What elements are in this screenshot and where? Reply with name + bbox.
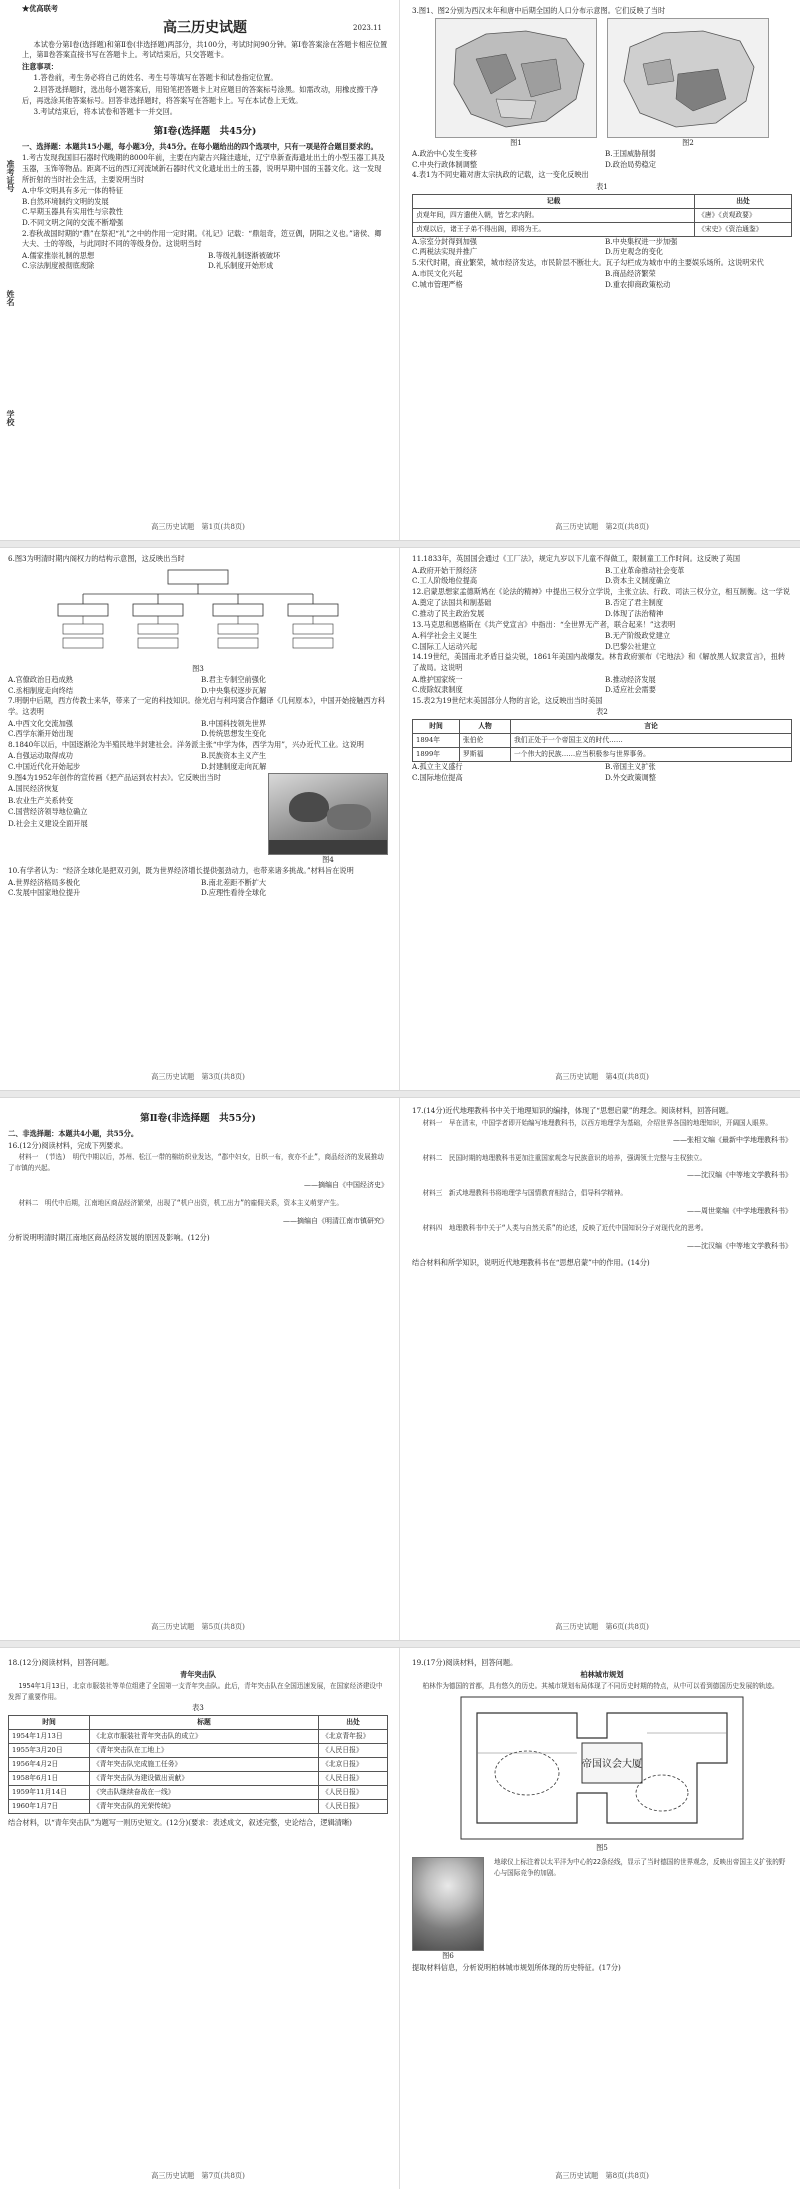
q15-stem: 15.表2为19世纪末美国部分人物的言论，这反映出当时美国 <box>412 695 603 705</box>
q6-option-a: A.官僚政治日趋成熟 <box>8 675 73 685</box>
q18-task: 结合材料，以“青年突击队”为题写一则历史短文。(12分)(要求：表述成文，叙述完整，史论结合，逻辑清晰) <box>8 1817 352 1827</box>
table1-title: 表1 <box>596 181 608 191</box>
footer-page-6: 高三历史试题 第6页(共8页) <box>555 1622 649 1631</box>
table3-cell: 《北京市服装社青年突击队的成立》 <box>90 1729 319 1743</box>
table1-cell: 贞观以后，诸王子弟不得出阁，即将为王。 <box>413 222 695 236</box>
part1-title: 第Ⅰ卷(选择题 共45分) <box>153 125 257 137</box>
fig2-caption: 图2 <box>682 137 694 147</box>
q4-option-c: C.两税法实现并推广 <box>412 247 478 257</box>
table3-cell: 《人民日报》 <box>319 1785 388 1799</box>
q3-option-b: B.王国威胁削弱 <box>605 149 656 159</box>
q5-option-a: A.市民文化兴起 <box>412 269 463 279</box>
table2-cell: 罗斯福 <box>460 747 511 761</box>
q1-option-a: A.中华文明具有多元一体的特征 <box>22 186 123 196</box>
fig3-diagram <box>8 566 388 664</box>
q5-options <box>412 269 792 290</box>
exam-badge: ★优高联考 <box>22 4 58 13</box>
q10-option-b: B.南北差距不断扩大 <box>201 877 267 887</box>
q6-option-d: D.中央集权逐步瓦解 <box>201 685 267 695</box>
q13-option-a: A.科学社会主义诞生 <box>412 631 477 641</box>
sheet-1 <box>0 0 800 540</box>
fig6-description: 地球仪上标注着以太平洋为中心的22条经线，显示了当时德国的世界观念，反映出帝国主义扩张的野心与国际竞争的加剧。 <box>494 1858 786 1877</box>
sheet-2 <box>0 548 800 1090</box>
table2-cell: 1899年 <box>413 747 460 761</box>
q13-option-d: D.巴黎公社建立 <box>605 641 656 651</box>
table2-header: 言论 <box>511 719 792 733</box>
gutter <box>399 548 400 1090</box>
q14-option-b: B.推动经济发展 <box>605 674 656 684</box>
q17-material-2: 材料二 民国时期的地理教科书更加注重国家观念与民族意识的培养，强调领土完整与主权独立。 <box>422 1153 707 1162</box>
q15-option-b: B.帝国主义扩张 <box>605 761 656 771</box>
part1-intro: 一、选择题：本题共15小题，每小题3分，共45分。在每小题给出的四个选项中，只有一项是符合题目要求的。 <box>22 141 378 151</box>
q8-stem: 8.1840年以后，中国逐渐沦为半殖民地半封建社会。洋务派主张“中学为体，西学为用”，兴办近代工业。这说明 <box>8 739 364 749</box>
q17-task: 结合材料和所学知识，说明近代地理教科书在“思想启蒙”中的作用。(14分) <box>412 1258 650 1268</box>
table1-header: 记载 <box>413 194 695 208</box>
q11-option-b: B.工业革命推动社会变革 <box>605 565 685 575</box>
q8-option-d: D.封建制度走向瓦解 <box>201 761 267 771</box>
q18-head: 18.(12分)阅读材料，回答问题。 <box>8 1658 114 1667</box>
q11-options <box>412 566 792 587</box>
q11-option-d: D.资本主义制度确立 <box>605 576 671 586</box>
q17-material-4-source: ——沈汉编《中等地文学教科书》 <box>687 1241 792 1250</box>
table3-header: 出处 <box>319 1715 388 1729</box>
q19-title: 柏林城市规划 <box>580 1669 624 1679</box>
q10-options <box>8 878 388 899</box>
q16-material-2-source: ——摘编自《明清江南市镇研究》 <box>283 1216 388 1225</box>
table-2 <box>412 719 792 762</box>
q5-stem: 5.宋代时期，商业繁荣，城市经济发达，市民阶层不断壮大。瓦子勾栏成为城市中的主要娱乐场所。这说明宋代 <box>412 257 764 267</box>
part2-intro: 二、非选择题：本题共4小题，共55分。 <box>8 1129 139 1138</box>
q14-stem: 14.19世纪，美国南北矛盾日益尖锐，1861年美国内战爆发。林肯政府颁布《宅地法》和《解放黑人奴隶宣言》，扭转了战局。这说明 <box>412 652 786 672</box>
q12-option-b: B.否定了君主制度 <box>605 598 663 608</box>
q2-option-a: A.儒家推崇礼制的思想 <box>22 250 95 260</box>
table3-title: 表3 <box>192 1703 204 1713</box>
page-6 <box>412 1098 792 1640</box>
q18-intro: 1954年1月13日，北京市服装社等单位组建了全国第一支青年突击队。此后，青年突击队在全国迅速发展，在国家经济建设中发挥了重要作用。 <box>8 1682 383 1701</box>
q3-maps <box>412 18 792 150</box>
fig5-caption: 图5 <box>596 1842 608 1852</box>
q12-options <box>412 598 792 619</box>
instruction-5: 3.考试结束后，将本试卷和答题卡一并交回。 <box>33 107 177 117</box>
table2-title: 表2 <box>596 707 608 717</box>
q14-options <box>412 675 792 696</box>
q2-option-b: B.等级礼制逐渐被破坏 <box>208 250 281 260</box>
q4-stem: 4.表1为不同史籍对唐太宗执政的记载，这一变化反映出 <box>412 170 589 180</box>
q16-task: 分析说明明清时期江南地区商品经济发展的原因及影响。(12分) <box>8 1233 210 1243</box>
q8-options <box>8 751 388 772</box>
table3-cell: 《青年突击队为建设做出贡献》 <box>90 1771 319 1785</box>
q11-option-c: C.工人阶级地位提高 <box>412 576 478 586</box>
q12-option-a: A.奠定了法国共和制基础 <box>412 598 492 608</box>
footer-page-5: 高三历史试题 第5页(共8页) <box>151 1622 245 1631</box>
q12-option-d: D.体现了法治精神 <box>605 608 664 618</box>
q9-option-b: B.农业生产关系转变 <box>8 795 74 805</box>
q11-stem: 11.1833年，英国国会通过《工厂法》，规定九岁以下儿童不得做工，限制童工工作时间。这反映了英国 <box>412 554 741 563</box>
q16-material-1-source: ——摘编自《中国经济史》 <box>304 1181 388 1190</box>
q3-option-c: C.中央行政体制调整 <box>412 159 478 169</box>
fig6-caption: 图6 <box>442 1951 454 1961</box>
table-1 <box>412 194 792 237</box>
footer-page-2: 高三历史试题 第2页(共8页) <box>555 522 649 531</box>
q8-option-b: B.民族资本主义产生 <box>201 751 267 761</box>
table3-cell: 1958年6月1日 <box>9 1771 90 1785</box>
q3-option-a: A.政治中心发生变移 <box>412 149 477 159</box>
q7-option-d: D.传统思想发生变化 <box>201 729 267 739</box>
instruction-4: 2.回答选择题时，选出每小题答案后，用铅笔把答题卡上对应题目的答案标号涂黑。如需改动，用橡皮擦干净后，再选涂其他答案标号。回答非选择题时，将答案写在答题卡上。写在本试卷上无效。 <box>22 84 379 105</box>
table2-cell: 1894年 <box>413 733 460 747</box>
table3-cell: 《人民日报》 <box>319 1799 388 1813</box>
table3-cell: 《青年突击队完成施工任务》 <box>90 1757 319 1771</box>
q6-option-c: C.丞相制度走向终结 <box>8 685 74 695</box>
q19-task: 提取材料信息，分析说明柏林城市规划所体现的历史特征。(17分) <box>412 1962 621 1972</box>
q1-option-c: C.早期玉器具有实用性与宗教性 <box>22 207 123 217</box>
table3-cell: 《北京青年报》 <box>319 1729 388 1743</box>
q16-material-1: 材料一 (节选) 明代中期以后，苏州、松江一带的棉纺织业发达，“郡中妇女，日织一布，夜亦不止”，商品经济的发展推动了市镇的兴起。 <box>8 1153 384 1172</box>
table2-cell: 一个伟大的民族……应当积极参与世界事务。 <box>511 747 792 761</box>
table3-cell: 1959年11月14日 <box>9 1785 90 1799</box>
q10-stem: 10.有学者认为：“经济全球化是把双刃剑，既为世界经济增长提供强劲动力，也带来诸多挑战。”材料旨在说明 <box>8 866 354 876</box>
table3-cell: 《人民日报》 <box>319 1771 388 1785</box>
table3-cell: 《突击队继续奋战在一线》 <box>90 1785 319 1799</box>
table1-cell: 《唐》《贞观政要》 <box>695 208 792 222</box>
table2-cell: 张伯伦 <box>460 733 511 747</box>
q10-option-c: C.发展中国家地位提升 <box>8 888 81 898</box>
footer-page-4: 高三历史试题 第4页(共8页) <box>555 1072 649 1081</box>
table2-header: 人物 <box>460 719 511 733</box>
q9-option-a: A.国民经济恢复 <box>8 784 59 794</box>
map-building-label: 帝国议会大厦 <box>582 1758 642 1770</box>
page-7 <box>8 1648 388 2189</box>
q5-option-d: D.重农抑商政策松动 <box>605 279 671 289</box>
table2-cell: 我们正处于一个帝国主义的时代…… <box>511 733 792 747</box>
q9-option-c: C.国营经济领导地位确立 <box>8 807 88 817</box>
table1-cell: 《宋史》《资治通鉴》 <box>695 222 792 236</box>
page-1 <box>8 0 388 540</box>
q15-options <box>412 762 792 783</box>
fig4-poster <box>268 773 388 855</box>
footer-page-7: 高三历史试题 第7页(共8页) <box>151 2171 245 2180</box>
side-label-school: 学校 <box>6 410 16 426</box>
table3-cell: 1954年1月13日 <box>9 1729 90 1743</box>
q3-stem: 3.图1、图2分别为西汉末年和唐中后期全国的人口分布示意图。它们反映了当时 <box>412 6 666 15</box>
q7-option-b: B.中国科技领先世界 <box>201 718 267 728</box>
q2-stem: 2.春秋战国时期的“鼎”在祭祀“礼”之中的作用一定时期。《礼记》记载：“鼎俎奇，笾豆偶，阴阳之义也。”诸侯、卿大夫、士的等级，与此同时不同的等级身份。这说明当时 <box>22 228 382 249</box>
q1-option-b: B.自然环境制约文明的发展 <box>22 196 109 206</box>
q16-material-2: 材料二 明代中后期，江南地区商品经济繁荣，出现了“机户出资，机工出力”的雇佣关系，资本主义萌芽产生。 <box>18 1198 343 1207</box>
q6-stem: 6.图3为明清时期内阁权力的结构示意图，这反映出当时 <box>8 554 185 563</box>
q10-option-d: D.应理性看待全球化 <box>201 888 267 898</box>
table3-cell: 1956年4月2日 <box>9 1757 90 1771</box>
gutter <box>399 0 400 540</box>
q14-option-d: D.适应社会需要 <box>605 685 656 695</box>
table3-cell: 《青年突击队的光荣传统》 <box>90 1799 319 1813</box>
q3-options <box>412 149 792 170</box>
q15-option-c: C.国际地位提高 <box>412 772 463 782</box>
table3-cell: 1960年1月7日 <box>9 1799 90 1813</box>
fig3-caption: 图3 <box>192 663 204 673</box>
q15-option-d: D.外交政策调整 <box>605 772 656 782</box>
q10-option-a: A.世界经济格局多极化 <box>8 877 81 887</box>
q8-option-c: C.中国近代化开始起步 <box>8 761 81 771</box>
q2-options <box>22 251 388 272</box>
q5-option-b: B.商品经济繁荣 <box>605 269 656 279</box>
page-3 <box>8 548 388 1090</box>
q13-option-b: B.无产阶级政党建立 <box>605 631 671 641</box>
table3-cell: 《北京日报》 <box>319 1757 388 1771</box>
exam-date: 2023.11 <box>353 23 382 32</box>
fig5-plan <box>412 1693 792 1843</box>
q2-option-c: C.宗法制度被彻底废除 <box>22 261 95 271</box>
q18-title: 青年突击队 <box>180 1669 216 1679</box>
part2-title: 第Ⅱ卷(非选择题 共55分) <box>140 1113 256 1124</box>
q17-material-1-source: ——张相文编《最新中学地理教科书》 <box>673 1136 792 1145</box>
instruction-1: 本试卷分第Ⅰ卷(选择题)和第Ⅱ卷(非选择题)两部分，共100分，考试时间90分钟。第Ⅰ卷答案涂在答题卡相应位置上，第Ⅱ卷答案直接书写在答题卡上。考试结束后，只交答题卡。 <box>22 39 388 60</box>
page-8 <box>412 1648 792 2189</box>
q2-option-d: D.礼乐制度开始形成 <box>208 261 274 271</box>
q13-options <box>412 631 792 652</box>
q6-option-b: B.君主专制空前强化 <box>201 675 267 685</box>
table3-cell: 《青年突击队在工地上》 <box>90 1743 319 1757</box>
q8-option-a: A.自强运动取得成功 <box>8 751 73 761</box>
q14-option-c: C.废除奴隶制度 <box>412 685 463 695</box>
side-label-id: 准考证号 <box>6 160 16 192</box>
q7-option-a: A.中西文化交流加强 <box>8 718 73 728</box>
q9-option-d: D.社会主义建设全面开展 <box>8 818 88 828</box>
q14-option-a: A.维护国家统一 <box>412 674 463 684</box>
q7-stem: 7.明朝中后期，西方传教士来华，带来了一定的科技知识。徐光启与利玛窦合作翻译《几何原本》，中国开始接触西方科学。这表明 <box>8 696 386 716</box>
q1-option-d: D.不同文明之间的交流不断增强 <box>22 217 124 227</box>
table1-header: 出处 <box>695 194 792 208</box>
sheet-4 <box>0 1648 800 2189</box>
q7-options <box>8 719 388 740</box>
q6-options <box>8 675 388 696</box>
instruction-2: 注意事项： <box>22 61 58 71</box>
instruction-3: 1.答卷前，考生务必将自己的姓名、考生号等填写在答题卡和试卷指定位置。 <box>33 73 278 83</box>
q4-option-b: B.中央集权进一步加强 <box>605 236 678 246</box>
q12-stem: 12.启蒙思想家孟德斯鸠在《论法的精神》中提出三权分立学说，主张立法、行政、司法三权分立，相互制衡。这一学说 <box>412 586 790 596</box>
sheet-3 <box>0 1098 800 1640</box>
map-tang <box>607 18 769 138</box>
table3-header: 时间 <box>9 1715 90 1729</box>
page-4 <box>412 548 792 1090</box>
q16-head: 16.(12分)阅读材料，完成下列要求。 <box>8 1140 128 1150</box>
q17-material-4: 材料四 地理教科书中关于“人类与自然关系”的论述，反映了近代中国知识分子对现代化的思考。 <box>422 1224 708 1233</box>
exam-title: 高三历史试题 <box>163 19 247 36</box>
q4-options <box>412 237 792 258</box>
gutter <box>399 1098 400 1640</box>
page-2 <box>412 0 792 540</box>
q17-head: 17.(14分)近代地理教科书中关于地理知识的编排，体现了“思想启蒙”的理念。阅读材料，回答问题。 <box>412 1106 734 1115</box>
map-western-han <box>435 18 597 138</box>
q4-option-d: D.历史观念的变化 <box>605 247 664 257</box>
table3-cell: 1955年3月20日 <box>9 1743 90 1757</box>
footer-page-3: 高三历史试题 第3页(共8页) <box>151 1072 245 1081</box>
q4-option-a: A.宗室分封得到加强 <box>412 236 477 246</box>
q7-option-c: C.西学东渐开始出现 <box>8 729 74 739</box>
footer-page-8: 高三历史试题 第8页(共8页) <box>555 2171 649 2180</box>
table-3 <box>8 1715 388 1814</box>
q5-option-c: C.城市管理严格 <box>412 279 463 289</box>
q9-stem: 9.图4为1952年创作的宣传画《把产品运到农村去》。它反映出当时 <box>8 772 221 782</box>
gutter <box>399 1648 400 2189</box>
q15-option-a: A.孤立主义盛行 <box>412 761 463 771</box>
q19-head: 19.(17分)阅读材料，回答问题。 <box>412 1658 518 1667</box>
q13-stem: 13.马克思和恩格斯在《共产党宣言》中指出：“全世界无产者，联合起来！”这表明 <box>412 619 676 629</box>
q11-option-a: A.政府开始干预经济 <box>412 565 477 575</box>
table1-cell: 贞观年间，四方遣使入朝，皆乞求内附。 <box>413 208 695 222</box>
q17-material-3: 材料三 新式地理教科书将地理学与国情教育相结合，倡导科学精神。 <box>422 1188 627 1197</box>
q17-material-3-source: ——周世棠编《中学地理教科书》 <box>687 1206 792 1215</box>
page-5 <box>8 1098 388 1640</box>
q1-options <box>22 186 388 228</box>
q12-option-c: C.推动了民主政治发展 <box>412 608 485 618</box>
q3-option-d: D.政治局势稳定 <box>605 159 656 169</box>
fig1-caption: 图1 <box>510 137 522 147</box>
q19-intro: 柏林作为德国的首都，具有悠久的历史。其城市规划布局体现了不同历史时期的特点，从中可以看到德国历史发展的轨迹。 <box>422 1682 779 1691</box>
q17-material-2-source: ——沈汉编《中等地文学教科书》 <box>687 1171 792 1180</box>
footer-page-1: 高三历史试题 第1页(共8页) <box>151 522 245 531</box>
table3-header: 标题 <box>90 1715 319 1729</box>
fig4-caption: 图4 <box>322 854 334 864</box>
q1-stem: 1.考古发现我国旧石器时代晚期的8000年前，主要在内蒙古兴隆洼遗址，辽宁阜新查海遗址出土的小型玉器工具及玉器，玉饰等物品。距离不远的西辽河流域新石器时代文化遗址出土的玉器，说明早期中国的玉器文化。这一发现所折射的当时社会生活，主要说明当时 <box>22 153 385 184</box>
q13-option-c: C.国际工人运动兴起 <box>412 641 478 651</box>
table2-header: 时间 <box>413 719 460 733</box>
side-label-name: 姓名 <box>6 290 16 306</box>
table3-cell: 《人民日报》 <box>319 1743 388 1757</box>
fig6-photo <box>412 1857 484 1951</box>
q17-material-1: 材料一 早在清末，中国学者即开始编写地理教科书，以西方地理学为基础，介绍世界各国的地理知识，开阔国人眼界。 <box>422 1118 773 1127</box>
